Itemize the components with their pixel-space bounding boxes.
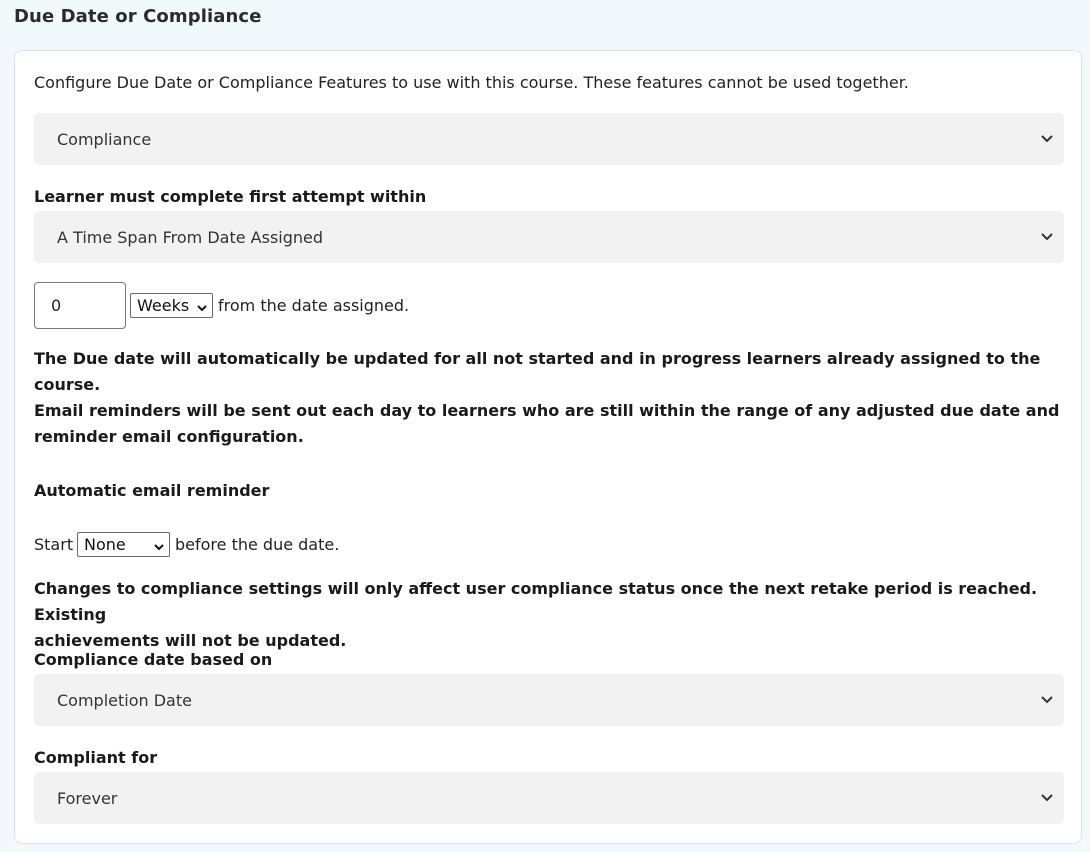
first-attempt-select-value: A Time Span From Date Assigned: [57, 227, 324, 247]
compliance-notice-line: Changes to compliance settings will only affect user compliance status once the next retake period is reached. Existing: [34, 579, 1038, 624]
due-date-notice: [34, 346, 1081, 450]
mode-select-value: Compliance: [57, 129, 152, 149]
time-span-suffix: from the date assigned.: [218, 296, 410, 315]
section-title: Due Date or Compliance: [14, 6, 262, 27]
mode-select[interactable]: [34, 113, 1064, 165]
time-span-unit-value: Weeks: [137, 296, 190, 315]
intro-text: Configure Due Date or Compliance Features to use with this course. These features cannot be used together.: [34, 73, 909, 92]
compliance-date-label: Compliance date based on: [34, 650, 273, 669]
reminder-select-value: None: [84, 535, 126, 554]
chevron-down-icon: [1038, 789, 1056, 807]
compliance-date-select[interactable]: [34, 674, 1064, 726]
compliant-for-select-value: Forever: [57, 788, 118, 808]
compliance-notice: [34, 576, 1081, 654]
chevron-down-icon: [196, 299, 208, 311]
due-date-compliance-panel: [14, 50, 1082, 844]
chevron-down-icon: [1038, 228, 1056, 246]
reminder-prefix: Start: [34, 535, 74, 554]
time-span-amount-input[interactable]: [34, 282, 126, 329]
time-span-unit-select[interactable]: [130, 293, 213, 318]
chevron-down-icon: [1038, 691, 1056, 709]
first-attempt-select[interactable]: [34, 211, 1064, 263]
reminder-select[interactable]: [77, 532, 170, 557]
reminder-suffix: before the due date.: [175, 535, 340, 554]
chevron-down-icon: [1038, 130, 1056, 148]
first-attempt-label: Learner must complete first attempt within: [34, 187, 427, 206]
due-date-notice-line: The Due date will automatically be updated for all not started and in progress learners already assigned to the course.: [34, 349, 1041, 394]
email-reminder-label: Automatic email reminder: [34, 481, 270, 500]
compliance-date-select-value: Completion Date: [57, 690, 192, 710]
compliance-notice-line: achievements will not be updated.: [34, 631, 347, 650]
chevron-down-icon: [153, 538, 165, 550]
compliant-for-label: Compliant for: [34, 748, 158, 767]
due-date-notice-line: Email reminders will be sent out each day to learners who are still within the range of any adjusted due date and: [34, 401, 1060, 420]
due-date-notice-line: reminder email configuration.: [34, 427, 304, 446]
time-span-amount-value: 0: [51, 296, 62, 315]
compliant-for-select[interactable]: [34, 772, 1064, 824]
